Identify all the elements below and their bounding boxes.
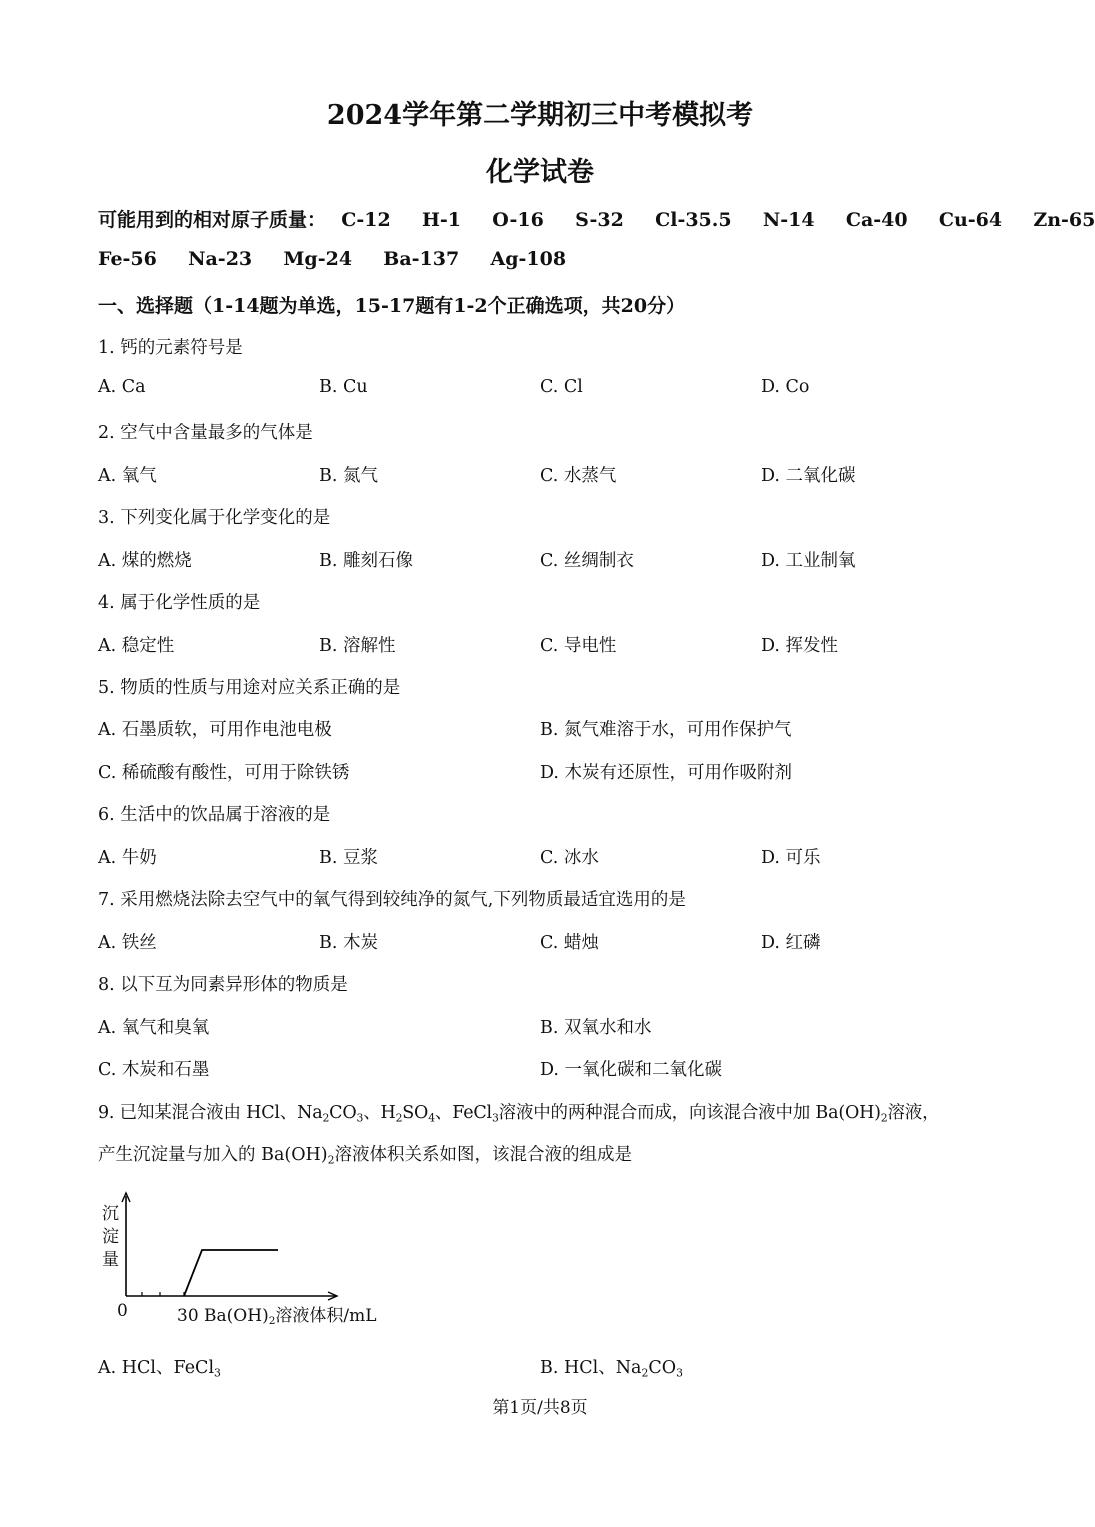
atomic-mass-item: Ba-137 <box>383 248 460 270</box>
x-axis-label-subscript: 2 <box>268 1315 276 1328</box>
question-stem: 8. 以下互为同素异形体的物质是 <box>98 975 348 995</box>
option-b: B. 双氧水和水 <box>540 1018 652 1038</box>
atomic-mass-item: Zn-65 <box>1033 209 1095 231</box>
q9-text: 溶液体积关系如图，该混合液的组成是 <box>334 1145 633 1165</box>
q9-suffix: 溶液， <box>887 1103 940 1123</box>
q9-mid: 溶液中的两种混合而成，向该混合液中加 <box>498 1103 811 1123</box>
question-stem: 2. 空气中含量最多的气体是 <box>98 423 313 443</box>
option-c: C. 木炭和石墨 <box>98 1060 210 1080</box>
option-b: B. 豆浆 <box>319 848 378 868</box>
option-b: B. 溶解性 <box>319 636 396 656</box>
option-c: C. 稀硫酸有酸性，可用于除铁锈 <box>98 763 350 783</box>
y-label-char: 沉 <box>102 1204 119 1224</box>
x-axis-label: Ba(OH) <box>204 1306 269 1326</box>
q9-formula: HCl、Na <box>246 1103 323 1123</box>
option-c: C. 蜡烛 <box>540 933 599 953</box>
atomic-mass-item: Cu-64 <box>938 209 1003 231</box>
atomic-mass-item: O-16 <box>492 209 544 231</box>
atomic-mass-item: S-32 <box>575 209 624 231</box>
option-b: B. Cu <box>319 377 368 397</box>
option-a: A. 稳定性 <box>98 636 175 656</box>
option-a: A. Ca <box>98 377 146 397</box>
x-tick-value: 30 <box>177 1306 199 1326</box>
option-b <box>540 1354 683 1379</box>
option-a-text: A. HCl、FeCl <box>98 1358 215 1378</box>
option-d: D. Co <box>761 377 810 397</box>
atomic-mass-item: Ca-40 <box>845 209 908 231</box>
x-tick-label <box>177 1301 377 1326</box>
option-d: D. 挥发性 <box>761 636 839 656</box>
option-c: C. 导电性 <box>540 636 617 656</box>
option-d: D. 工业制氧 <box>761 551 856 571</box>
q9-formula: Ba(OH) <box>815 1103 881 1123</box>
atomic-mass-label: 可能用到的相对原子质量： <box>98 209 327 231</box>
question-stem: 3. 下列变化属于化学变化的是 <box>98 508 331 528</box>
page-subtitle: 化学试卷 <box>486 157 594 188</box>
option-c: C. Cl <box>540 377 583 397</box>
q9-subscript: 3 <box>491 1111 499 1125</box>
atomic-mass-item: H-1 <box>421 209 462 231</box>
q9-prefix: 9. 已知某混合液由 <box>98 1103 241 1123</box>
section-heading: 一、选择题（1-14题为单选，15-17题有1-2个正确选项，共20分） <box>98 295 686 317</box>
q9-subscript: 2 <box>327 1153 335 1167</box>
option-a: A. 牛奶 <box>98 848 157 868</box>
option-d: D. 二氧化碳 <box>761 466 856 486</box>
option-c: C. 水蒸气 <box>540 466 617 486</box>
option-b: B. 木炭 <box>319 933 378 953</box>
q9-subscript: 2 <box>880 1111 888 1125</box>
page-footer: 第1页/共8页 <box>492 1398 588 1418</box>
atomic-mass-item: Na-23 <box>188 248 253 270</box>
option-b: B. 雕刻石像 <box>319 551 413 571</box>
atomic-mass-item: Cl-35.5 <box>655 209 732 231</box>
precipitate-curve <box>184 1250 278 1296</box>
y-label-char: 淀 <box>102 1227 119 1247</box>
option-b-subscript: 2 <box>641 1366 649 1380</box>
atomic-mass-line-1 <box>98 205 1095 232</box>
option-a-subscript: 3 <box>214 1366 221 1380</box>
origin-label: 0 <box>117 1301 128 1321</box>
option-b: B. 氮气难溶于水，可用作保护气 <box>540 720 792 740</box>
page-title: 2024学年第二学期初三中考模拟考 <box>326 100 754 131</box>
question-stem: 7. 采用燃烧法除去空气中的氧气得到较纯净的氮气,下列物质最适宜选用的是 <box>98 890 686 910</box>
q9-text: 产生沉淀量与加入的 <box>98 1145 256 1165</box>
option-c: C. 冰水 <box>540 848 599 868</box>
question-stem: 4. 属于化学性质的是 <box>98 593 261 613</box>
atomic-mass-item: Mg-24 <box>283 248 353 270</box>
option-d: D. 一氧化碳和二氧化碳 <box>540 1060 723 1080</box>
option-a: A. 铁丝 <box>98 933 157 953</box>
atomic-mass-item: C-12 <box>341 209 391 231</box>
option-b-text: B. HCl、Na <box>540 1358 642 1378</box>
atomic-mass-line-2 <box>98 248 566 270</box>
atomic-mass-item: Fe-56 <box>98 248 157 270</box>
option-a: A. 煤的燃烧 <box>98 551 192 571</box>
x-axis-label-tail: 溶液体积/mL <box>275 1306 377 1326</box>
question-9-stem-line-2 <box>98 1141 632 1166</box>
option-b: B. 氮气 <box>319 466 378 486</box>
q9-formula: 、H <box>363 1103 396 1123</box>
q9-subscript: 4 <box>428 1111 435 1125</box>
q9-formula: CO <box>329 1103 357 1123</box>
option-a <box>98 1354 221 1379</box>
option-a: A. 石墨质软，可用作电池电极 <box>98 720 332 740</box>
q9-subscript: 2 <box>322 1111 330 1125</box>
atomic-mass-item: Ag-108 <box>490 248 567 270</box>
option-b-subscript: 3 <box>676 1366 684 1380</box>
atomic-mass-item: N-14 <box>762 209 815 231</box>
q9-formula: 、FeCl <box>434 1103 492 1123</box>
question-stem: 5. 物质的性质与用途对应关系正确的是 <box>98 678 401 698</box>
q9-subscript: 2 <box>395 1111 403 1125</box>
option-c: C. 丝绸制衣 <box>540 551 634 571</box>
question-9-stem-line-1 <box>98 1099 939 1124</box>
option-d: D. 木炭有还原性，可用作吸附剂 <box>540 763 793 783</box>
option-d: D. 红磷 <box>761 933 821 953</box>
option-a: A. 氧气和臭氧 <box>98 1018 210 1038</box>
option-b-formula: CO <box>648 1358 677 1378</box>
q9-formula: SO <box>402 1103 429 1123</box>
q9-subscript: 3 <box>356 1111 364 1125</box>
question-stem: 6. 生活中的饮品属于溶液的是 <box>98 805 331 825</box>
question-stem: 1. 钙的元素符号是 <box>98 338 243 358</box>
y-label-char: 量 <box>102 1250 119 1270</box>
q9-formula: Ba(OH) <box>261 1145 328 1165</box>
option-d: D. 可乐 <box>761 848 821 868</box>
option-a: A. 氧气 <box>98 466 157 486</box>
